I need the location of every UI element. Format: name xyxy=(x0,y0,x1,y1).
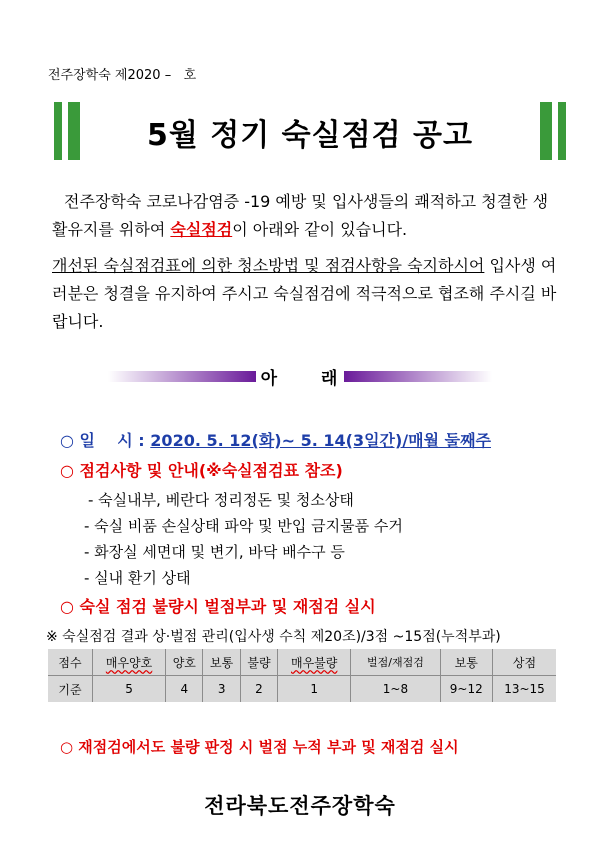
table-header: 매우양호 xyxy=(93,649,166,676)
schedule-label: 일 시 : xyxy=(79,431,145,450)
table-cell: 13~15 xyxy=(493,676,557,703)
request-paragraph xyxy=(52,252,557,336)
table-header: 양호 xyxy=(166,649,203,676)
heading-gradient-right xyxy=(344,371,492,382)
list-item: - 숙실 비품 손실상태 파악 및 반입 금지물품 수거 xyxy=(84,517,403,535)
table-header: 보통 xyxy=(440,649,492,676)
table-cell: 1 xyxy=(278,676,351,703)
request-rest: 입사생 여러분은 청결을 유지하여 주시고 숙실점검에 적극적으로 협조해 주시길 바랍니다. xyxy=(52,256,557,331)
list-item: - 숙실내부, 베란다 정리정돈 및 청소상태 xyxy=(88,491,354,509)
table-header: 불량 xyxy=(240,649,277,676)
issuer-name: 전라북도전주장학숙 xyxy=(204,794,396,818)
page-title: 5월 정기 숙실점검 공고 xyxy=(146,118,474,153)
table-header: 매우불량 xyxy=(278,649,351,676)
penalty-heading: ○ 숙실 점검 불량시 벌점부과 및 재점검 실시 xyxy=(60,597,376,616)
table-cell: 3 xyxy=(203,676,240,703)
intro-highlight: 숙실점검 xyxy=(170,220,233,239)
intro-text-b: 이 아래와 같이 있습니다. xyxy=(232,220,408,239)
table-cell: 4 xyxy=(166,676,203,703)
items-heading: ○ 점검사항 및 안내(※숙실점검표 참조) xyxy=(60,461,343,480)
schedule-value: 2020. 5. 12(화)~ 5. 14(3일간)/매월 둘째주 xyxy=(150,431,491,450)
schedule-bullet: ○ xyxy=(60,431,74,450)
final-note: ○ 재점검에서도 불량 판정 시 벌점 누적 부과 및 재점검 실시 xyxy=(60,738,459,756)
row-label-score: 점수 xyxy=(58,655,82,670)
document-number: 전주장학숙 제2020 – 호 xyxy=(48,68,197,83)
table-cell: 1~8 xyxy=(351,676,440,703)
right-accent-bar-2 xyxy=(558,102,566,160)
section-heading-right: 래 xyxy=(321,369,340,389)
table-header: 벌점/재점검 xyxy=(351,649,440,676)
scoring-note: ※ 숙실점검 결과 상·벌점 관리(입사생 수칙 제20조)/3점 ~15점(누적부과) xyxy=(46,629,501,645)
table-header: 보통 xyxy=(203,649,240,676)
list-item: - 화장실 세면대 및 변기, 바닥 배수구 등 xyxy=(84,543,345,561)
right-accent-bar-1 xyxy=(540,102,552,160)
row-label-criteria: 기준 xyxy=(48,676,93,703)
score-table xyxy=(48,649,556,702)
table-cell: 5 xyxy=(93,676,166,703)
request-underlined: 개선된 숙실점검표에 의한 청소방법 및 점검사항을 숙지하시어 xyxy=(52,256,485,275)
table-cell: 2 xyxy=(240,676,277,703)
intro-text-a: 전주장학숙 코로나감염증 -19 예방 및 입사생들의 쾌적하고 청결한 생활유지를 위하여 xyxy=(52,192,549,239)
section-heading xyxy=(108,366,492,389)
title-banner xyxy=(54,102,566,160)
table-header: 상점 xyxy=(493,649,557,676)
table-row xyxy=(48,649,556,676)
table-cell: 9~12 xyxy=(440,676,492,703)
schedule-line xyxy=(60,428,491,451)
list-item: - 실내 환기 상태 xyxy=(84,569,191,587)
intro-paragraph xyxy=(52,188,557,244)
heading-gradient-left xyxy=(108,371,256,382)
section-heading-left: 아 xyxy=(260,369,279,389)
table-row xyxy=(48,676,556,703)
